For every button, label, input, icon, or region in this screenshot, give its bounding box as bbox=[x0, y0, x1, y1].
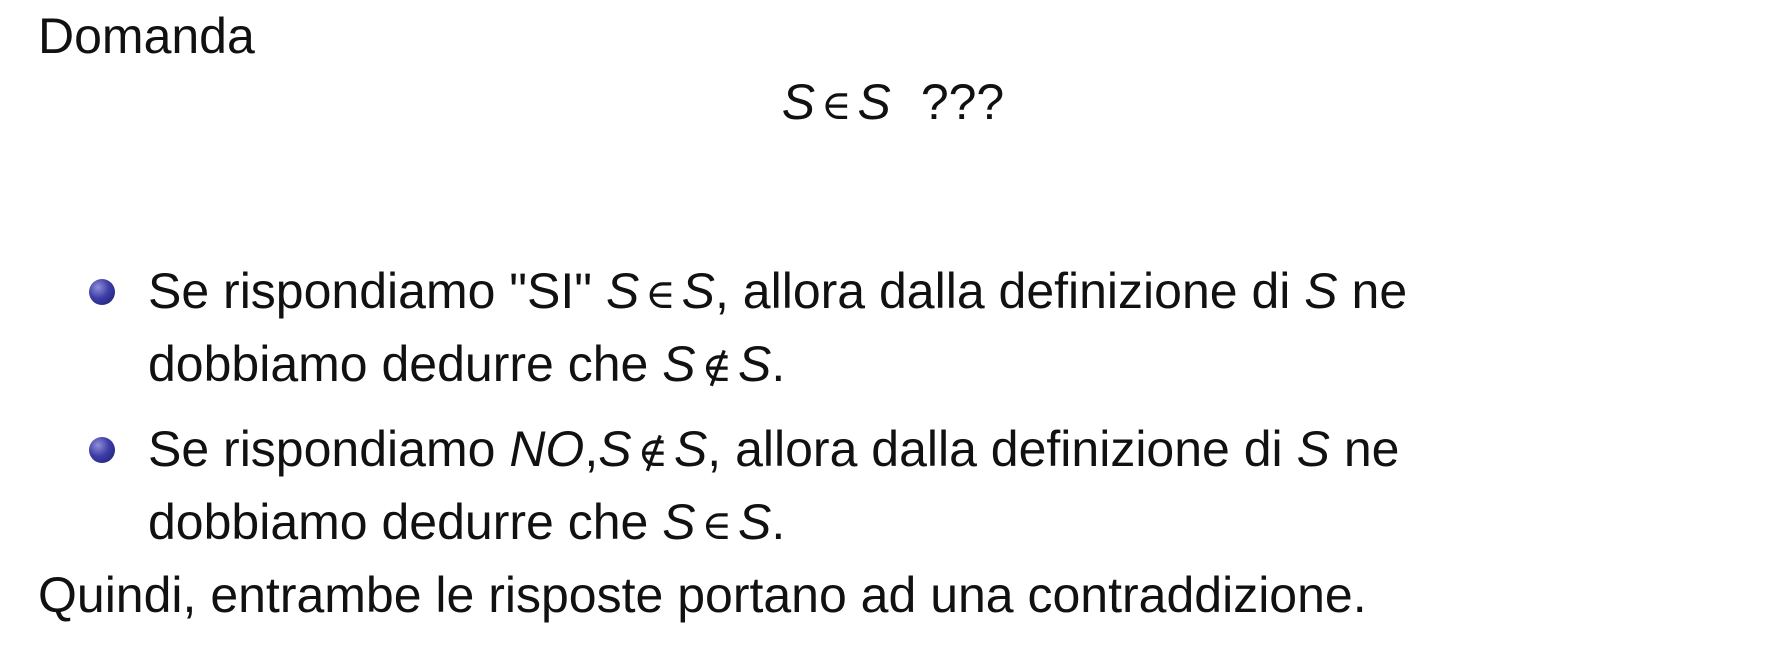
bullet-list bbox=[0, 256, 1786, 572]
bullet-icon bbox=[89, 437, 115, 463]
not-element-of-symbol: ∉ bbox=[701, 343, 732, 391]
item-text: . bbox=[771, 494, 786, 550]
formula-right-set: S bbox=[857, 74, 891, 130]
item-text: . bbox=[771, 336, 786, 392]
math-symbol: S bbox=[598, 421, 632, 477]
math-symbol: S bbox=[737, 336, 772, 392]
math-symbol: S bbox=[673, 421, 708, 477]
list-item bbox=[0, 256, 1608, 402]
list-item bbox=[0, 414, 1608, 560]
slide-title: Domanda bbox=[38, 8, 255, 64]
math-symbol: NO bbox=[509, 421, 585, 477]
math-symbol: S bbox=[737, 494, 772, 550]
formula-element-of-symbol: ∈ bbox=[821, 81, 852, 129]
not-element-of-symbol: ∉ bbox=[637, 428, 668, 476]
math-symbol: S bbox=[605, 263, 640, 319]
math-symbol: S bbox=[1304, 263, 1338, 319]
item-text: , bbox=[584, 421, 599, 477]
item-text: Se rispondiamo bbox=[148, 421, 510, 477]
math-symbol: S bbox=[1296, 421, 1330, 477]
item-text: Se rispondiamo "SI" bbox=[148, 263, 606, 319]
math-symbol: S bbox=[662, 336, 696, 392]
element-of-symbol: ∈ bbox=[701, 501, 732, 549]
item-text: ne dobbiamo dedurre che bbox=[148, 421, 1400, 550]
formula-question-marks: ??? bbox=[920, 74, 1005, 130]
math-symbol: S bbox=[681, 263, 716, 319]
formula-left-set: S bbox=[781, 74, 816, 130]
item-text: ne dobbiamo dedurre che bbox=[148, 263, 1408, 392]
bullet-icon bbox=[89, 279, 115, 305]
item-text: , allora dalla definizione di bbox=[707, 421, 1297, 477]
element-of-symbol: ∈ bbox=[645, 270, 676, 318]
conclusion-text: Quindi, entrambe le risposte portano ad una contraddizione. bbox=[38, 567, 1367, 623]
item-text: , allora dalla definizione di bbox=[715, 263, 1305, 319]
math-symbol: S bbox=[662, 494, 696, 550]
central-formula bbox=[0, 72, 1786, 135]
